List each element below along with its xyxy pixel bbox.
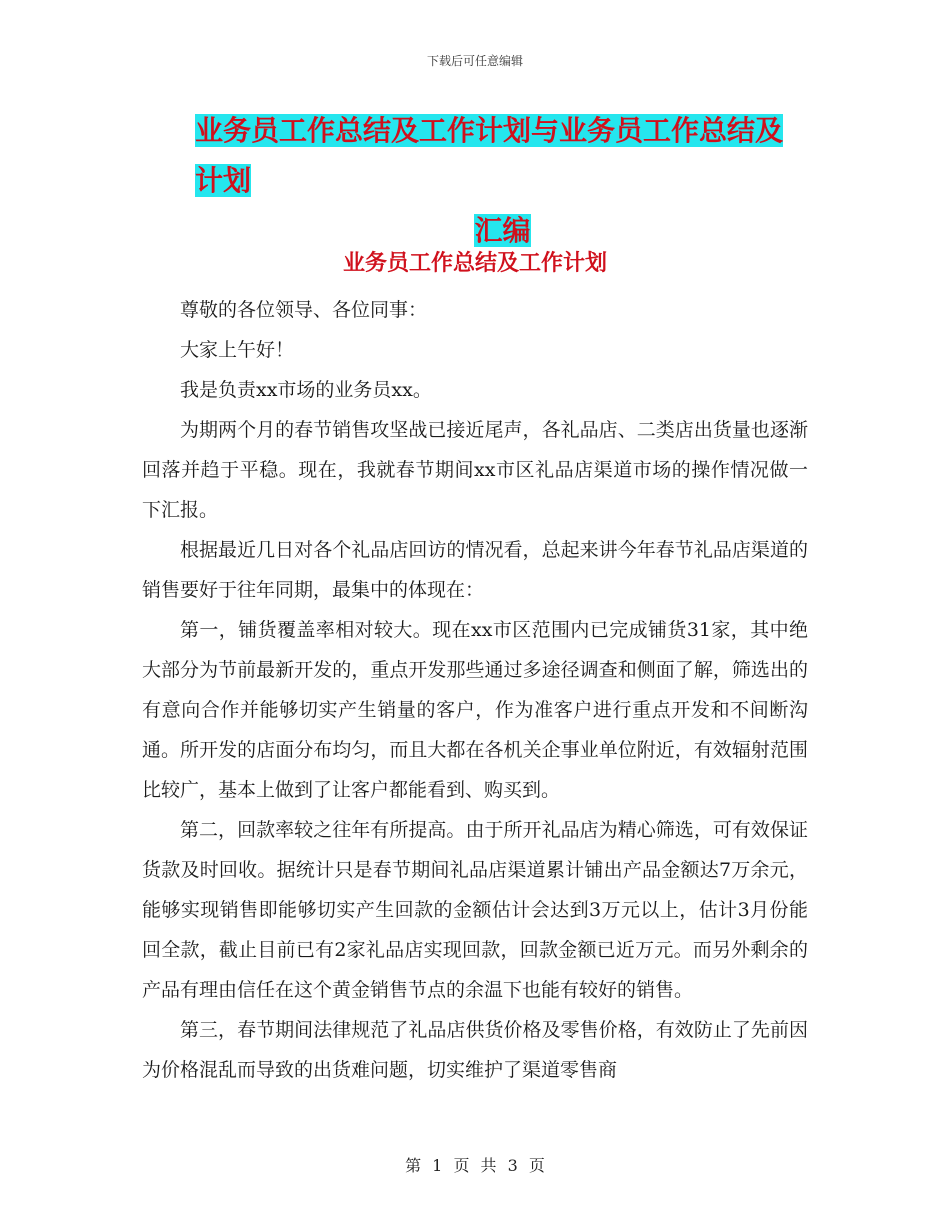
header-note: 下载后可任意编辑 bbox=[426, 54, 523, 68]
paragraph-intro: 为期两个月的春节销售攻坚战已接近尾声，各礼品店、二类店出货量也逐渐回落并趋于平稳。现在，我就春节期间xx市区礼品店渠道市场的操作情况做一下汇报。 bbox=[142, 419, 808, 521]
paragraph-point-1: 第一，铺货覆盖率相对较大。现在xx市区范围内已完成铺货31家，其中绝大部分为节前最新开发的，重点开发那些通过多途径调查和侧面了解，筛选出的有意向合作并能够切实产生销量的客户，作为准客户进行重点开发和不间断沟通。所开发的店面分布均匀，而且大都在各机关企事业单位附近，有效辐射范围比较广，基本上做到了让客户都能看到、购买到。 bbox=[142, 619, 808, 801]
document-title-line-2: 汇编 bbox=[474, 214, 531, 247]
document-title bbox=[195, 106, 805, 256]
paragraph-point-3: 第三，春节期间法律规范了礼品店供货价格及零售价格，有效防止了先前因为价格混乱而导致的出货难问题，切实维护了渠道零售商 bbox=[142, 1019, 808, 1081]
paragraph-salutation: 大家上午好！ bbox=[180, 339, 295, 361]
paragraph-point-2: 第二，回款率较之往年有所提高。由于所开礼品店为精心筛选，可有效保证货款及时回收。据统计只是春节期间礼品店渠道累计铺出产品金额达7万余元，能够实现销售即能够切实产生回款的金额估计会达到3万元以上，估计3月份能回全款，截止目前已有2家礼品店实现回款，回款金额已近万元。而另外剩余的产品有理由信任在这个黄金销售节点的余温下也能有较好的销售。 bbox=[142, 819, 808, 1001]
page-footer: 第 1 页 共 3 页 bbox=[405, 1156, 545, 1175]
body-text bbox=[142, 290, 808, 1090]
document-title-line-1: 业务员工作总结及工作计划与业务员工作总结及计划 bbox=[195, 114, 784, 197]
paragraph-greeting: 尊敬的各位领导、各位同事： bbox=[180, 299, 428, 321]
paragraph-self-intro: 我是负责xx市场的业务员xx。 bbox=[180, 379, 432, 401]
section-title: 业务员工作总结及工作计划 bbox=[342, 251, 607, 276]
paragraph-overview: 根据最近几日对各个礼品店回访的情况看，总起来讲今年春节礼品店渠道的销售要好于往年同期，最集中的体现在： bbox=[142, 539, 808, 601]
